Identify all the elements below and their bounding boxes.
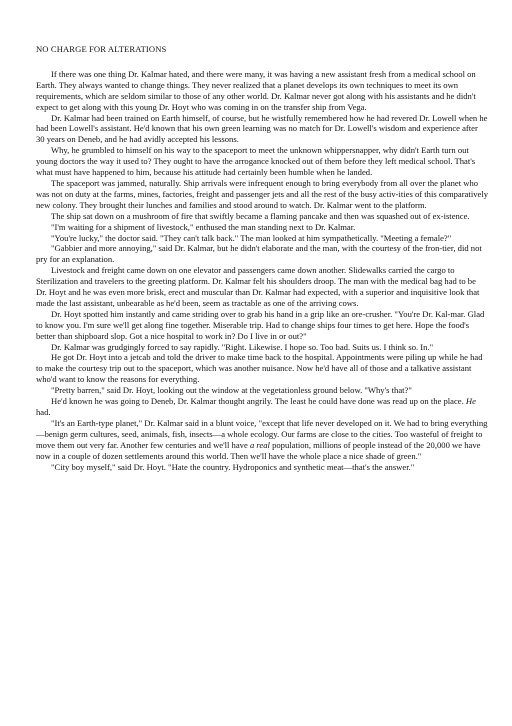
paragraph: "It's an Earth-type planet," Dr. Kalmar said in a blunt voice, "except that life never developed on it. We had to bring everything—benign germ cultures, seed, animals, fish, insects—a whole ecology. Our farms are close to the cities. Too wasteful of freight to move them out very far. Another few centuries and we'll have a real population, millions of people instead of the 20,000 we have now in a couple of dozen settlements around this world. Then we'll have the whole place a nice shade of green.": [36, 417, 488, 461]
paragraph: Dr. Kalmar was grudgingly forced to say rapidly. "Right. Likewise. I hope so. Too bad. Suits us. I think so. In.": [51, 341, 434, 352]
paragraph: He got Dr. Hoyt into a jetcab and told the driver to make time back to the hospital. Appointments were piling up while he had to make the courtesy trip out to the spaceport, which was another nuisance. Now he'd have all of those and a talkative assistant who'd want to know the reasons for everything.: [36, 352, 483, 385]
paragraph: Why, he grumbled to himself on his way to the spaceport to meet the unknown whippersnapper, why didn't Earth turn out young doctors the way it used to? They ought to have the arrogance knocked out of them before they left medical school. That's what must have happened to him, because his attitude had certainly been humble when he landed.: [36, 145, 476, 178]
paragraph: "You're lucky," the doctor said. "They can't talk back." The man looked at him sympathetically. "Meeting a female?": [51, 232, 452, 243]
paragraph: "City boy myself," said Dr. Hoyt. "Hate the country. Hydroponics and synthetic meat—that's the answer.": [51, 461, 415, 472]
paragraph: "I'm waiting for a shipment of livestock," enthused the man standing next to Dr. Kalmar.: [51, 221, 356, 232]
story-title: NO CHARGE FOR ALTERATIONS: [36, 44, 167, 54]
paragraph: Dr. Hoyt spotted him instantly and came striding over to grab his hand in a grip like an ore-crusher. "You're Dr. Kal-mar. Glad to know you. I'm sure we'll get along fine together. Miserable trip. Had to change ships four times to get here. Hope the food's better than shipboard slop. Got a nice hospital to work in? Do I live in or out?": [36, 308, 485, 341]
story-body: [36, 69, 488, 473]
paragraph: The spaceport was jammed, naturally. Ship arrivals were infrequent enough to bring everybody from all over the planet who was not on duty at the farms, mines, factories, freight and passenger jets and all the rest of the busy activ-ities of this comparatively new colony. They brought their lunches and families and stood around to watch. Dr. Kalmar went to the platform.: [36, 177, 488, 210]
paragraph: Livestock and freight came down on one elevator and passengers came down another. Slidewalks carried the cargo to Sterilization and travelers to the greeting platform. Dr. Kalmar felt his shoulders droop. The man with the medical bag had to be Dr. Hoyt and he was even more brisk, erect and muscular than Dr. Kalmar had expected, with a superior and inquisitive look that made the last assistant, unbearable as he'd been, seem as tractable as one of the arriving cows.: [36, 265, 480, 308]
paragraph: "Gabbier and more annoying," said Dr. Kalmar, but he didn't elaborate and the man, with the courtesy of the fron-tier, did not pry for an explanation.: [36, 243, 482, 265]
paragraph: He'd known he was going to Deneb, Dr. Kalmar thought angrily. The least he could have done was read up on the place. He had.: [36, 396, 476, 417]
paragraph: "Pretty barren," said Dr. Hoyt, looking out the window at the vegetationless ground below. "Why's that?": [51, 385, 412, 396]
paragraph: Dr. Kalmar had been trained on Earth himself, of course, but he wistfully remembered how he had revered Dr. Lowell when he had been Lowell's assistant. He'd known that his own green learning was no match for Dr. Lowell's wisdom and experience after 30 years on Deneb, and he had avidly accepted his lessons.: [36, 112, 488, 145]
paragraph: If there was one thing Dr. Kalmar hated, and there were many, it was having a new assistant fresh from a medical school on Earth. They always wanted to change things. They never realized that a planet develops its own techniques to meet its own requirements, which are seldom similar to those of any other world. Dr. Kalmar never got along with his assistants and he didn't expect to get along with this young Dr. Hoyt who was coming in on the transfer ship from Vega.: [36, 68, 476, 112]
paragraph: The ship sat down on a mushroom of fire that swiftly became a flaming pancake and then was squashed out of ex-istence.: [51, 210, 470, 221]
